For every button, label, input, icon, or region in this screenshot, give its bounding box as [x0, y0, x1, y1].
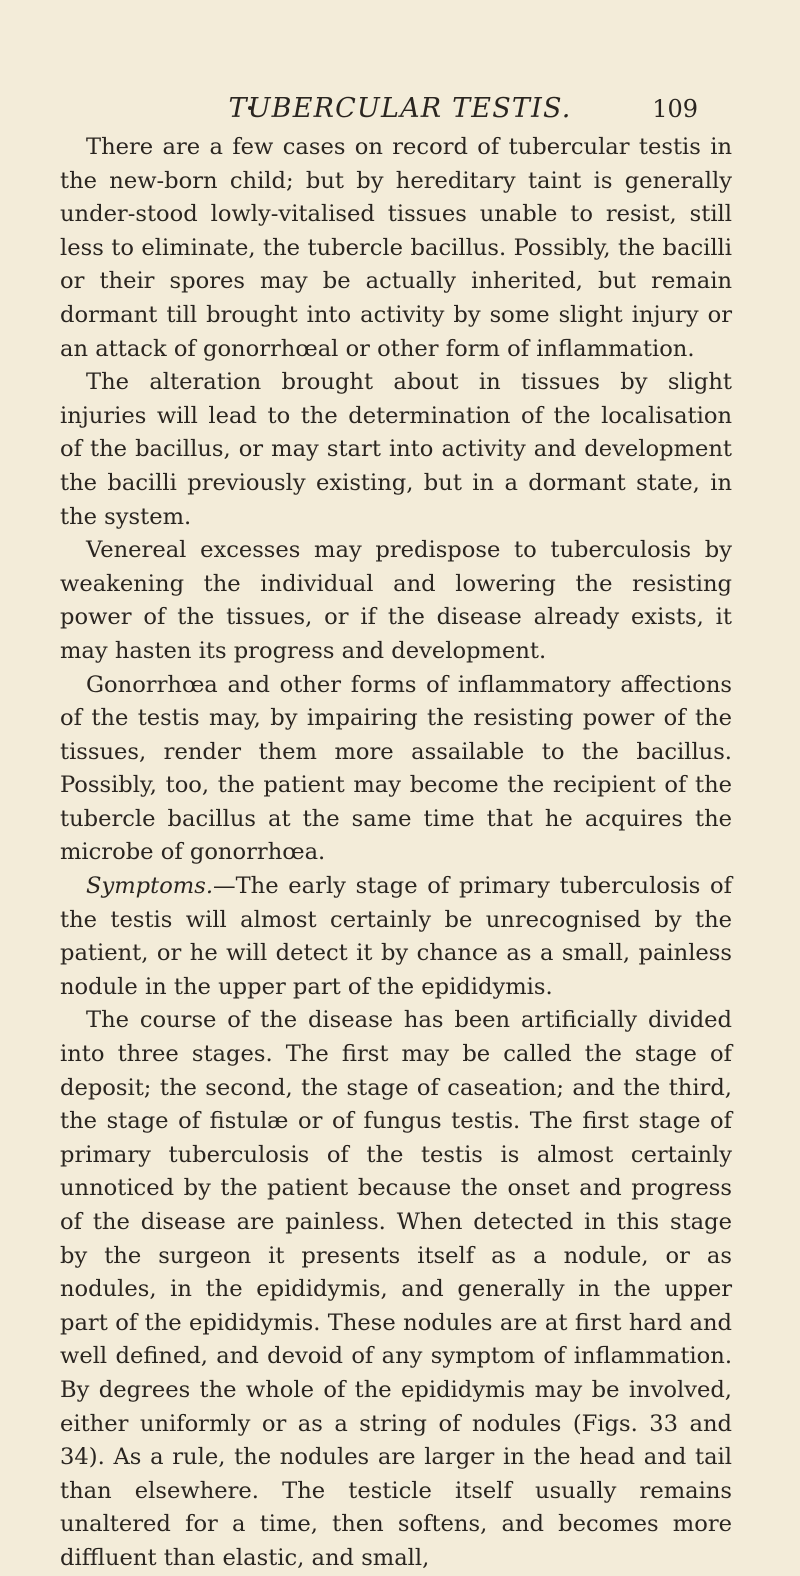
paragraph: There are a few cases on record of tubercular testis in the new-born child; but by hereditary taint is generally under-stood lowly-vitalised tissues unable to resist, still less to eliminate, the tubercle bacillus. Possibly, the bacilli or their spores may be actually inherited, but remain dormant till brought into activity by some slight injury or an attack of gonorrhœal or other form of inflammation. — [60, 134, 732, 362]
body-text — [60, 131, 732, 1576]
symptoms-text: —The early stage of primary tuberculosis of the testis will almost certainly be unrecognised by the patient, or he will detect it by chance as a small, painless nodule in the upper part of the epididymis. — [60, 873, 732, 1000]
paragraph: Venereal excesses may predispose to tuberculosis by weakening the individual and lowering the resisting power of the tissues, or if the disease already exists, it may hasten its progress and development. — [60, 537, 732, 664]
section-heading-symptoms: Symptoms. — [86, 873, 214, 900]
symptoms-paragraph — [60, 870, 732, 1004]
running-head — [0, 92, 800, 132]
running-title: TUBERCULAR TESTIS. — [228, 93, 572, 124]
paragraph: The alteration brought about in tissues by slight injuries will lead to the determination of the localisation of the bacillus, or may start into activity and development the bacilli previously existing, but in a dormant state, in the system. — [60, 369, 732, 530]
paragraph: The course of the disease has been artificially divided into three stages. The first may be called the stage of deposit; the second, the stage of caseation; and the third, the stage of fistulæ or of fungus testis. The first stage of primary tuberculosis of the testis is almost certainly unnoticed by the patient because the onset and progress of the disease are painless. When detected in this stage by the surgeon it presents itself as a nodule, or as nodules, in the epididymis, and generally in the upper part of the epididymis. These nodules are at first hard and well defined, and devoid of any symptom of inflammation. By degrees the whole of the epididymis may be involved, either uniformly or as a string of nodules (Figs. 33 and 34). As a rule, the nodules are larger in the head and tail than elsewhere. The testicle itself usually remains unaltered for a time, then softens, and becomes more diffluent than elastic, and small, — [60, 1007, 732, 1571]
paragraph: Gonorrhœa and other forms of inflammatory affections of the testis may, by impairing the resisting power of the tissues, render them more assailable to the bacillus. Possibly, too, the patient may become the recipient of the tubercle bacillus at the same time that he acquires the microbe of gonorrhœa. — [60, 671, 732, 866]
page-number: 109 — [652, 95, 698, 123]
